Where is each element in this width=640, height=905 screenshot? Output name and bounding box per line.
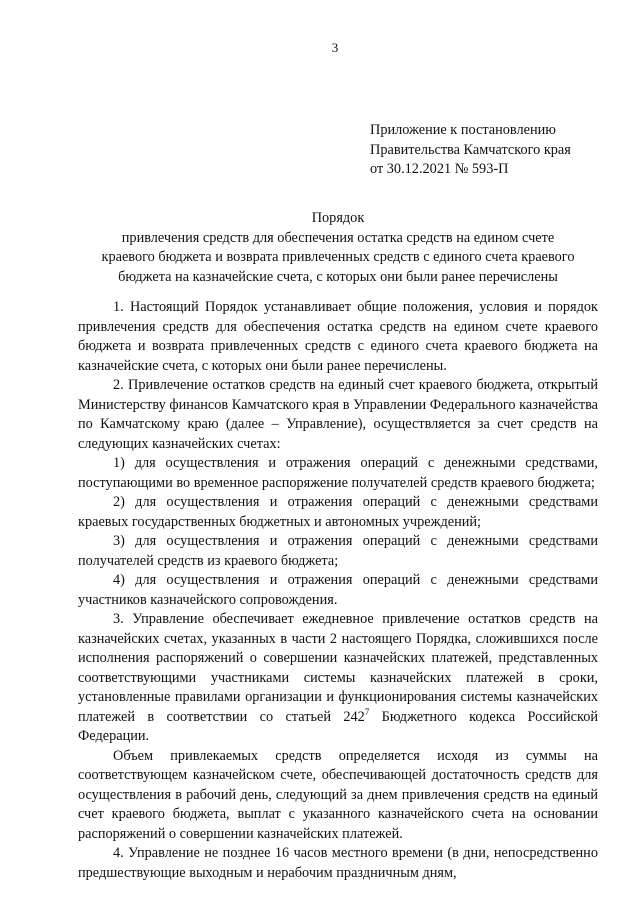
list-item-2: 2) для осуществления и отражения операций с денежными средствами краевых государственных бюджетных и автономных учреждений; <box>78 494 598 530</box>
title-line: краевого бюджета и возврата привлеченных средств с единого счета краевого <box>101 249 575 265</box>
list-item-4: 4) для осуществления и отражения операций с денежными средствами участников казначейского сопровождения. <box>78 572 598 608</box>
title-line: бюджета на казначейские счета, с которых они были ранее перечислены <box>118 268 558 285</box>
paragraph-2: 2. Привлечение остатков средств на единый счет краевого бюджета, открытый Министерству финансов Камчатского края в Управлении Федерального казначейства по Камчатскому краю (далее – Управление), осуществляется за счет средств на следующих казначейских счетах: <box>78 377 598 452</box>
appendix-note <box>370 121 630 180</box>
paragraph-3-tail: Бюджетного кодекса Российской Федерации. <box>78 708 598 744</box>
appendix-line: от 30.12.2021 № 593-П <box>370 161 509 177</box>
title-line: привлечения средств для обеспечения остатка средств на едином счете <box>121 229 555 246</box>
document-title <box>78 209 598 287</box>
list-item-1: 1) для осуществления и отражения операций с денежными средствами, поступающими во временное распоряжение получателей средств краевого бюджета; <box>78 455 598 491</box>
document-body <box>78 298 598 883</box>
paragraph-volume: Объем привлекаемых средств определяется исходя из суммы на соответствующем казначейском счете, обеспечивающей достаточность средств для осуществления в рабочий день, следующий за днем привлечения средств на единый счет краевого бюджета, выплат с указанного казначейского счета на основании распоряжений о совершении казначейских платежей. <box>78 747 598 842</box>
paragraph-1: 1. Настоящий Порядок устанавливает общие положения, условия и порядок привлечения средств для обеспечения остатка средств на едином счете краевого бюджета и возврата привлеченных средств с единого счета краевого бюджета на казначейские счета, с которых они были ранее перечислены. <box>78 299 598 374</box>
title-heading: Порядок <box>311 210 365 226</box>
appendix-line: Правительства Камчатского края <box>370 141 571 158</box>
list-item-3: 3) для осуществления и отражения операций с денежными средствами получателей средств из краевого бюджета; <box>78 533 598 569</box>
paragraph-3 <box>78 610 598 747</box>
article-superscript: 7 <box>364 706 370 717</box>
page-number: 3 <box>331 40 339 55</box>
paragraph-3-text: 3. Управление обеспечивает ежедневное привлечение остатков средств на казначейских счетах, указанных в части 2 настоящего Порядка, сложившихся после исполнения распоряжений о совершении казначейских платежей, представленных соответствующими участниками системы казначейских платежей в сроки, установленные правилами организации и функционирования системы казначейских платежей в соответствии со статьей 242 <box>78 611 598 725</box>
appendix-line: Приложение к постановлению <box>370 122 556 138</box>
paragraph-4: 4. Управление не позднее 16 часов местного времени (в дни, непосредственно предшествующие выходным и нерабочим праздничным дням, <box>78 845 598 881</box>
